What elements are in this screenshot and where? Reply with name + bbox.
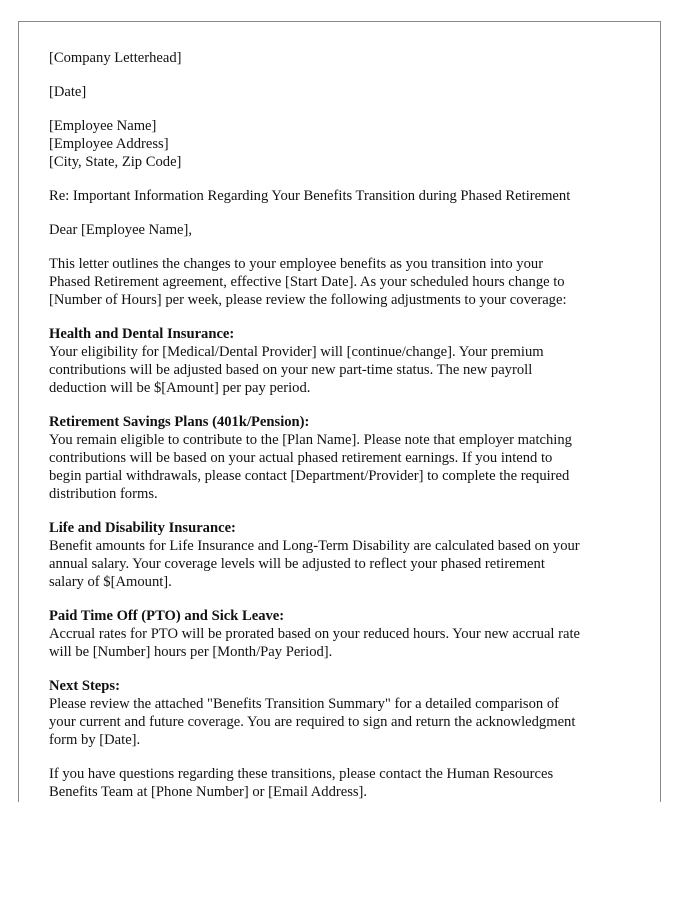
section-line: contributions will be adjusted based on your new part-time status. The new payroll: [49, 362, 533, 378]
section-line: Accrual rates for PTO will be prorated based on your reduced hours. Your new accrual rate: [49, 626, 581, 642]
section-line: begin partial withdrawals, please contact [Department/Provider] to complete the required: [49, 468, 570, 484]
section-heading: Paid Time Off (PTO) and Sick Leave:: [49, 608, 285, 624]
letter-body: [49, 49, 649, 817]
section-line: your current and future coverage. You are required to sign and return the acknowledgment: [49, 714, 576, 730]
section-line: form by [Date].: [49, 732, 141, 748]
section-heading: Life and Disability Insurance:: [49, 520, 236, 536]
address-line: [City, State, Zip Code]: [49, 154, 182, 170]
section-line: will be [Number] hours per [Month/Pay Period].: [49, 644, 333, 660]
recipient-address: [49, 117, 649, 171]
section-heading: Next Steps:: [49, 678, 120, 694]
section-life-disability: [49, 519, 649, 591]
section-line: salary of $[Amount].: [49, 574, 172, 590]
section-heading: Health and Dental Insurance:: [49, 326, 235, 342]
section-line: Please review the attached "Benefits Transition Summary" for a detailed comparison of: [49, 696, 559, 712]
intro-paragraph: [49, 255, 649, 309]
address-line: [Employee Name]: [49, 118, 157, 134]
section-heading: Retirement Savings Plans (401k/Pension):: [49, 414, 310, 430]
intro-line: Phased Retirement agreement, effective [Start Date]. As your scheduled hours change to: [49, 274, 565, 290]
section-line: annual salary. Your coverage levels will be adjusted to reflect your phased retirement: [49, 556, 545, 572]
letter-page: [18, 21, 661, 802]
subject-text: Re: Important Information Regarding Your Benefits Transition during Phased Retirement: [49, 188, 571, 204]
section-health-dental: [49, 325, 649, 397]
closing-line: If you have questions regarding these transitions, please contact the Human Resources: [49, 766, 554, 782]
salutation: [49, 221, 649, 239]
section-line: contributions will be based on your actual phased retirement earnings. If you intend to: [49, 450, 553, 466]
date-text: [Date]: [49, 84, 87, 100]
section-retirement-savings: [49, 413, 649, 503]
intro-line: [Number of Hours] per week, please review the following adjustments to your coverage:: [49, 292, 567, 308]
closing-line: Benefits Team at [Phone Number] or [Email Address].: [49, 784, 368, 800]
company-letterhead: [49, 49, 649, 67]
letterhead-text: [Company Letterhead]: [49, 50, 182, 66]
section-next-steps: [49, 677, 649, 749]
section-line: Your eligibility for [Medical/Dental Provider] will [continue/change]. Your premium: [49, 344, 544, 360]
section-pto-sick-leave: [49, 607, 649, 661]
letter-date: [49, 83, 649, 101]
intro-line: This letter outlines the changes to your employee benefits as you transition into your: [49, 256, 544, 272]
subject-line: [49, 187, 649, 205]
salutation-text: Dear [Employee Name],: [49, 222, 193, 238]
section-line: Benefit amounts for Life Insurance and Long-Term Disability are calculated based on your: [49, 538, 580, 554]
section-line: distribution forms.: [49, 486, 158, 502]
section-line: deduction will be $[Amount] per pay period.: [49, 380, 311, 396]
address-line: [Employee Address]: [49, 136, 169, 152]
section-line: You remain eligible to contribute to the [Plan Name]. Please note that employer matching: [49, 432, 572, 448]
closing-paragraph: [49, 765, 649, 801]
